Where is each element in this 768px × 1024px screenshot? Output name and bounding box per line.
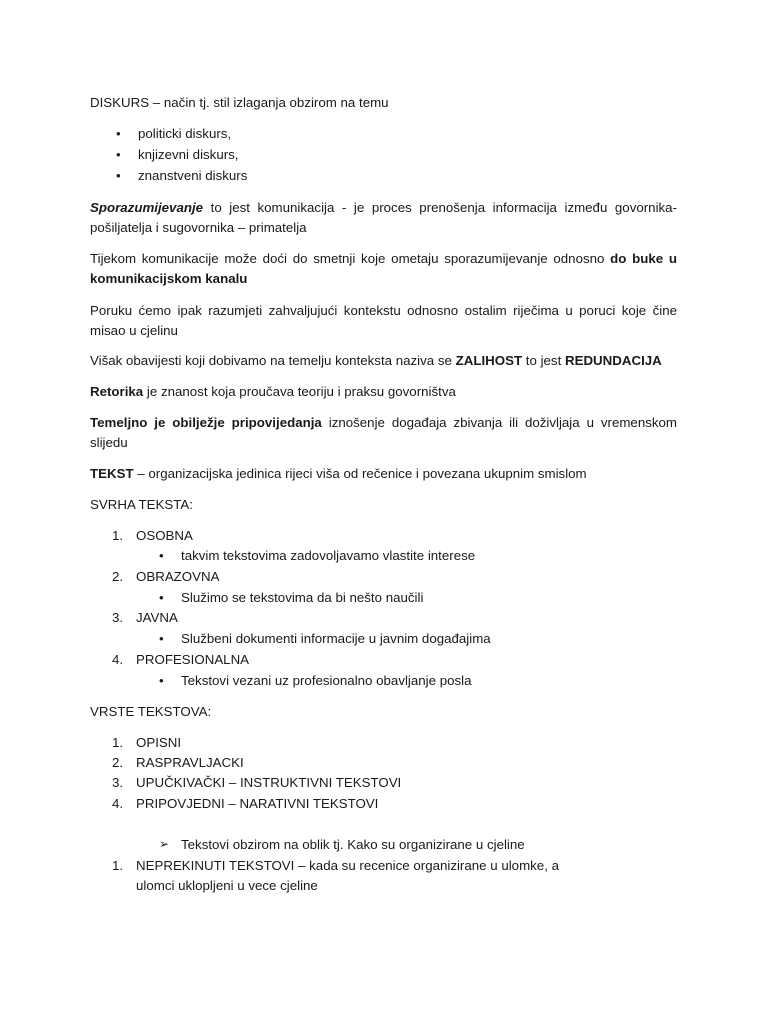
diskurs-definition <box>90 94 389 111</box>
list-number: 3. <box>112 775 124 790</box>
list-item: knjizevni diskurs, <box>138 147 239 162</box>
purpose-desc: Služimo se tekstovima da bi nešto naučili <box>181 590 424 605</box>
bullet-icon: • <box>159 673 164 688</box>
neprekinuti-line-2: ulomci uklopljeni u vece cjeline <box>136 878 318 893</box>
buka-line-1 <box>90 250 677 267</box>
pripovijedanje-line-2: slijedu <box>90 435 128 450</box>
paragraph-text: Višak obavijesti koji dobivamo na temelju konteksta naziva se <box>90 353 456 368</box>
term-sporazumijevanje: Sporazumijevanje <box>90 200 204 215</box>
bullet-icon: • <box>159 631 164 646</box>
paragraph-text: to jest komunikacija - je proces prenošenja informacija između govornika- <box>203 200 677 215</box>
list-number: 1. <box>112 858 124 873</box>
bullet-icon: • <box>159 590 164 605</box>
kontekst-line-2: misao u cjelinu <box>90 323 178 338</box>
term-retorika: Retorika <box>90 384 144 399</box>
type-item: RASPRAVLJACKI <box>136 755 244 770</box>
pripovijedanje-line-1 <box>90 414 677 431</box>
sporazumijevanje-line-1 <box>90 199 677 216</box>
purpose-item: PROFESIONALNA <box>136 652 250 667</box>
term-pripovijedanje: Temeljno je obilježje pripovijedanja <box>90 415 322 430</box>
term-tekst: TEKST <box>90 466 134 481</box>
bullet-icon: • <box>159 548 164 563</box>
types-heading: VRSTE TEKSTOVA: <box>90 704 212 719</box>
bullet-icon: • <box>116 168 121 183</box>
type-item: UPUČKIVAČKI – INSTRUKTIVNI TEKSTOVI <box>136 775 402 790</box>
list-number: 1. <box>112 735 124 750</box>
purpose-item: JAVNA <box>136 610 178 625</box>
arrow-bullet-icon: ➢ <box>159 837 170 851</box>
sporazumijevanje-line-2: pošiljatelja i sugovornika – primatelja <box>90 220 307 235</box>
list-item: znanstveni diskurs <box>138 168 248 183</box>
term-redundacija: REDUNDACIJA <box>564 353 662 368</box>
bullet-icon: • <box>116 147 121 162</box>
purpose-item: OBRAZOVNA <box>136 569 220 584</box>
paragraph-text: iznošenje događaja zbivanja ili doživljaja u vremenskom <box>321 415 677 430</box>
neprekinuti-line-1: NEPREKINUTI TEKSTOVI – kada su recenice organizirane u ulomke, a <box>136 858 559 873</box>
type-item: PRIPOVJEDNI – NARATIVNI TEKSTOVI <box>136 796 379 811</box>
list-number: 3. <box>112 610 124 625</box>
term-diskurs: DISKURS <box>90 95 150 110</box>
arrow-item: Tekstovi obzirom na oblik tj. Kako su organizirane u cjeline <box>181 837 525 852</box>
kontekst-line-1: Poruku ćemo ipak razumjeti zahvaljujući kontekstu odnosno ostalim riječima u poruci koje čine <box>90 303 677 318</box>
paragraph-text: je znanost koja proučava teoriju i praksu govorništva <box>143 384 456 399</box>
purpose-item: OSOBNA <box>136 528 193 543</box>
bold-text: komunikacijskom kanalu <box>90 271 248 286</box>
buka-line-2 <box>90 270 247 287</box>
purpose-desc: takvim tekstovima zadovoljavamo vlastite interese <box>181 548 476 563</box>
bullet-icon: • <box>116 126 121 141</box>
zalihost-definition <box>90 352 662 369</box>
list-number: 4. <box>112 796 124 811</box>
retorika-definition <box>90 383 456 400</box>
list-number: 4. <box>112 652 124 667</box>
paragraph-text: to jest <box>522 353 565 368</box>
list-number: 2. <box>112 569 124 584</box>
type-item: OPISNI <box>136 735 182 750</box>
paragraph-text: Tijekom komunikacije može doći do smetnji koje ometaju sporazumijevanje odnosno <box>90 251 611 266</box>
purpose-desc: Službeni dokumenti informacije u javnim događajima <box>181 631 491 646</box>
diskurs-text: – način tj. stil izlaganja obzirom na temu <box>149 95 389 110</box>
paragraph-text: – organizacijska jedinica rijeci viša od rečenice i povezana ukupnim smislom <box>133 466 587 481</box>
tekst-definition <box>90 465 587 482</box>
list-number: 1. <box>112 528 124 543</box>
purpose-heading: SVRHA TEKSTA: <box>90 497 193 512</box>
list-number: 2. <box>112 755 124 770</box>
bold-text: do buke u <box>610 251 677 266</box>
purpose-desc: Tekstovi vezani uz profesionalno obavljanje posla <box>181 673 472 688</box>
list-item: politicki diskurs, <box>138 126 232 141</box>
term-zalihost: ZALIHOST <box>455 353 523 368</box>
